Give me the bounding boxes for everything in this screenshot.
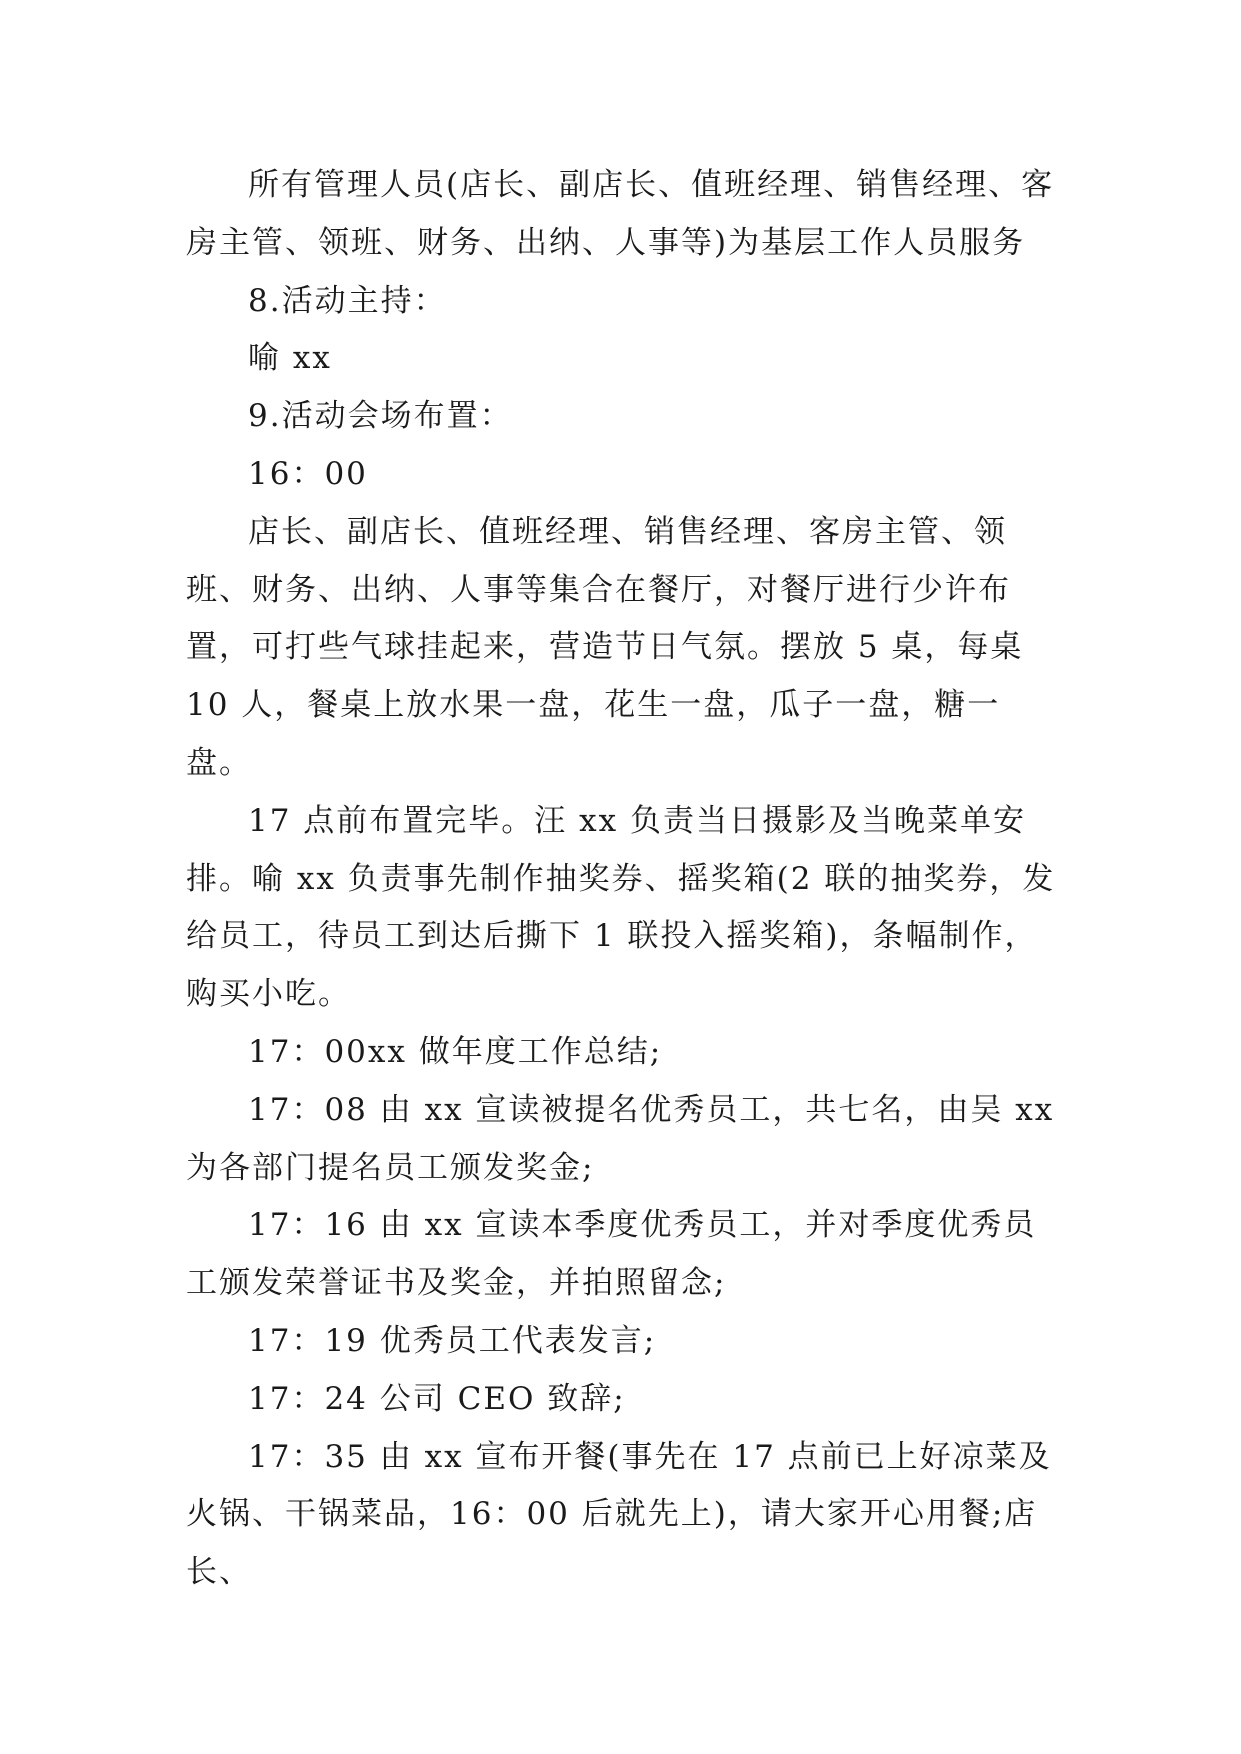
paragraph-time-1716: 17：16 由 xx 宣读本季度优秀员工，并对季度优秀员工颁发荣誉证书及奖金，并拍照留念; — [186, 1207, 1037, 1302]
paragraph-time-1708: 17：08 由 xx 宣读被提名优秀员工，共七名，由吴 xx 为各部门提名员工颁发奖金; — [186, 1091, 1055, 1186]
document-body — [186, 157, 1056, 1602]
paragraph-preparation: 17 点前布置完毕。汪 xx 负责当日摄影及当晚菜单安排。喻 xx 负责事先制作抽奖券、摇奖箱(2 联的抽奖券，发给员工，待员工到达后撕下 1 联投入摇奖箱)，条幅制作，购买小吃。 — [186, 802, 1056, 1013]
paragraph-venue-heading: 9.活动会场布置： — [248, 398, 513, 435]
paragraph-venue-setup: 店长、副店长、值班经理、销售经理、客房主管、领班、财务、出纳、人事等集合在餐厅，对餐厅进行少许布置，可打些气球挂起来，营造节日气氛。摆放 5 桌，每桌 10 人，餐桌上放水果一盘，花生一盘，瓜子一盘，糖一盘。 — [186, 513, 1024, 781]
paragraph-time-1700: 17：00xx 做年度工作总结; — [248, 1033, 663, 1070]
paragraph-time-1724: 17：24 公司 CEO 致辞; — [248, 1380, 626, 1417]
paragraph-management-service: 所有管理人员(店长、副店长、值班经理、销售经理、客房主管、领班、财务、出纳、人事等)为基层工作人员服务 — [186, 167, 1055, 261]
paragraph-time-1719: 17：19 优秀员工代表发言; — [248, 1322, 657, 1359]
paragraph-host-name: 喻 xx — [248, 340, 332, 377]
paragraph-time-1600: 16：00 — [248, 455, 368, 492]
paragraph-time-1735: 17：35 由 xx 宣布开餐(事先在 17 点前已上好凉菜及火锅、干锅菜品，16：00 后就先上)，请大家开心用餐;店长、 — [186, 1438, 1052, 1591]
paragraph-host-heading: 8.活动主持： — [248, 282, 447, 319]
